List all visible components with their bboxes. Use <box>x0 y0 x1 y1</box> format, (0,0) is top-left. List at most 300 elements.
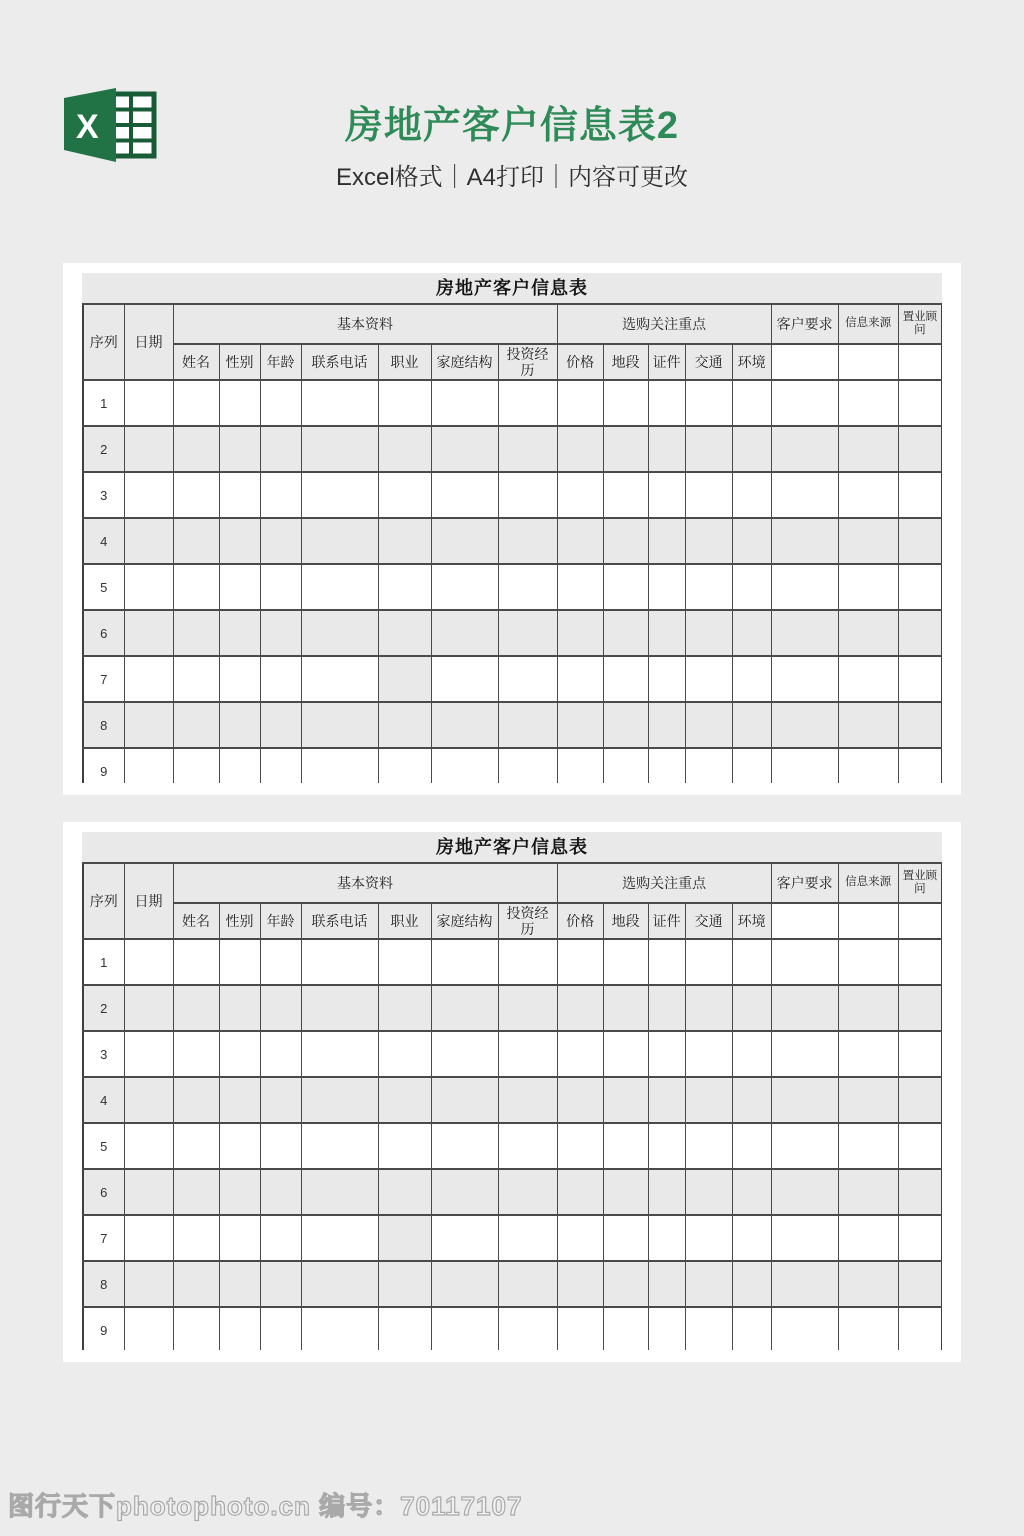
header-empty-cell <box>898 903 942 939</box>
header-empty-cell <box>898 344 942 380</box>
data-cell <box>898 426 942 472</box>
data-cell <box>173 518 219 564</box>
data-cell <box>771 426 838 472</box>
data-cell <box>378 748 431 783</box>
data-cell <box>771 702 838 748</box>
data-cell <box>378 426 431 472</box>
data-cell <box>260 1261 301 1307</box>
data-cell <box>685 380 732 426</box>
sheet-clip <box>82 862 942 1350</box>
data-cell <box>301 1123 378 1169</box>
data-cell <box>898 564 942 610</box>
data-cell <box>557 748 603 783</box>
data-cell <box>260 656 301 702</box>
data-cell <box>771 1215 838 1261</box>
row-number-cell: 3 <box>83 1031 124 1077</box>
data-cell <box>378 702 431 748</box>
table-row <box>83 564 942 610</box>
data-cell <box>124 1215 173 1261</box>
data-cell <box>898 518 942 564</box>
data-cell <box>557 702 603 748</box>
data-cell <box>685 1123 732 1169</box>
data-cell <box>685 656 732 702</box>
table-row <box>83 656 942 702</box>
data-cell <box>603 702 648 748</box>
data-cell <box>124 939 173 985</box>
data-cell <box>301 748 378 783</box>
data-cell <box>124 985 173 1031</box>
data-cell <box>898 472 942 518</box>
data-cell <box>219 656 260 702</box>
data-cell <box>557 610 603 656</box>
header-empty-cell <box>771 344 838 380</box>
data-cell <box>173 426 219 472</box>
data-cell <box>603 1261 648 1307</box>
data-cell <box>603 985 648 1031</box>
data-cell <box>431 1031 498 1077</box>
data-cell <box>685 939 732 985</box>
row-number-cell: 5 <box>83 564 124 610</box>
data-cell <box>603 1169 648 1215</box>
data-cell <box>771 1261 838 1307</box>
row-number-cell: 8 <box>83 702 124 748</box>
data-cell <box>431 939 498 985</box>
data-cell <box>685 748 732 783</box>
table-row <box>83 702 942 748</box>
row-number-cell: 6 <box>83 610 124 656</box>
data-cell <box>771 1123 838 1169</box>
data-cell <box>557 1123 603 1169</box>
header-sub-cell: 环境 <box>732 344 771 380</box>
data-cell <box>378 1077 431 1123</box>
data-cell <box>838 1169 898 1215</box>
header-sub-cell: 投资经历 <box>498 903 557 939</box>
table-row <box>83 1215 942 1261</box>
header-sub-cell: 年龄 <box>260 344 301 380</box>
data-cell <box>173 1215 219 1261</box>
data-cell <box>219 1077 260 1123</box>
header-sub-cell: 证件 <box>648 344 685 380</box>
data-cell <box>771 472 838 518</box>
data-cell <box>898 939 942 985</box>
data-cell <box>173 1031 219 1077</box>
data-cell <box>838 1261 898 1307</box>
header-sub-cell: 联系电话 <box>301 903 378 939</box>
data-cell <box>219 1169 260 1215</box>
data-cell <box>431 426 498 472</box>
data-cell <box>124 426 173 472</box>
data-cell <box>838 939 898 985</box>
data-cell <box>648 1077 685 1123</box>
data-cell <box>838 472 898 518</box>
data-cell <box>498 380 557 426</box>
data-cell <box>898 380 942 426</box>
data-cell <box>173 564 219 610</box>
data-cell <box>648 939 685 985</box>
header-sub-cell: 联系电话 <box>301 344 378 380</box>
data-cell <box>173 939 219 985</box>
data-cell <box>260 426 301 472</box>
data-cell <box>124 1261 173 1307</box>
data-cell <box>898 1031 942 1077</box>
row-number-cell: 8 <box>83 1261 124 1307</box>
data-cell <box>431 748 498 783</box>
data-cell <box>431 380 498 426</box>
data-cell <box>732 702 771 748</box>
data-cell <box>771 748 838 783</box>
data-cell <box>498 1169 557 1215</box>
data-cell <box>898 610 942 656</box>
data-cell <box>378 610 431 656</box>
table-row <box>83 610 942 656</box>
data-cell <box>732 1215 771 1261</box>
row-number-cell: 9 <box>83 748 124 783</box>
data-cell <box>301 610 378 656</box>
data-cell <box>431 564 498 610</box>
data-cell <box>378 1261 431 1307</box>
data-cell <box>732 1169 771 1215</box>
data-cell <box>732 1261 771 1307</box>
data-cell <box>838 1077 898 1123</box>
data-cell <box>771 518 838 564</box>
data-cell <box>378 1031 431 1077</box>
data-cell <box>124 518 173 564</box>
data-cell <box>685 518 732 564</box>
data-cell <box>685 1261 732 1307</box>
table-row <box>83 985 942 1031</box>
customer-info-table <box>82 862 942 1350</box>
row-number-cell: 2 <box>83 985 124 1031</box>
data-cell <box>771 1169 838 1215</box>
header-sub-cell: 性别 <box>219 903 260 939</box>
data-cell <box>378 380 431 426</box>
data-cell <box>557 656 603 702</box>
data-cell <box>732 939 771 985</box>
data-cell <box>431 1169 498 1215</box>
data-cell <box>498 1077 557 1123</box>
data-cell <box>219 426 260 472</box>
data-cell <box>173 1123 219 1169</box>
data-cell <box>898 1169 942 1215</box>
header-group-cell: 基本资料 <box>173 863 557 903</box>
data-cell <box>301 426 378 472</box>
data-cell <box>260 610 301 656</box>
data-cell <box>771 1077 838 1123</box>
header-sub-cell: 环境 <box>732 903 771 939</box>
data-cell <box>124 1169 173 1215</box>
data-cell <box>378 564 431 610</box>
data-cell <box>648 1307 685 1350</box>
data-cell <box>378 1215 431 1261</box>
data-cell <box>732 380 771 426</box>
data-cell <box>557 1307 603 1350</box>
header-sub-cell: 年龄 <box>260 903 301 939</box>
header-group-cell: 日期 <box>124 304 173 380</box>
header-sub-cell: 姓名 <box>173 903 219 939</box>
data-cell <box>260 1031 301 1077</box>
data-cell <box>260 1123 301 1169</box>
data-cell <box>124 610 173 656</box>
data-cell <box>301 1077 378 1123</box>
data-cell <box>732 1077 771 1123</box>
data-cell <box>301 985 378 1031</box>
data-cell <box>219 702 260 748</box>
data-cell <box>431 518 498 564</box>
data-cell <box>838 702 898 748</box>
data-cell <box>260 748 301 783</box>
data-cell <box>378 1307 431 1350</box>
data-cell <box>603 1215 648 1261</box>
data-cell <box>838 985 898 1031</box>
data-cell <box>771 1307 838 1350</box>
table-row <box>83 426 942 472</box>
data-cell <box>124 1123 173 1169</box>
table-row <box>83 1307 942 1350</box>
row-number-cell: 9 <box>83 1307 124 1350</box>
data-cell <box>771 1031 838 1077</box>
data-cell <box>124 380 173 426</box>
header-group-cell: 序列 <box>83 863 124 939</box>
data-cell <box>603 610 648 656</box>
data-cell <box>838 564 898 610</box>
data-cell <box>260 1215 301 1261</box>
data-cell <box>771 610 838 656</box>
data-cell <box>301 1031 378 1077</box>
data-cell <box>898 656 942 702</box>
template-preview-card-2 <box>63 822 961 1362</box>
data-cell <box>219 1307 260 1350</box>
data-cell <box>173 702 219 748</box>
data-cell <box>498 1123 557 1169</box>
header-sub-cell: 姓名 <box>173 344 219 380</box>
header-sub-cell: 地段 <box>603 344 648 380</box>
data-cell <box>771 985 838 1031</box>
data-cell <box>771 564 838 610</box>
row-number-cell: 1 <box>83 380 124 426</box>
data-cell <box>685 1031 732 1077</box>
data-cell <box>838 380 898 426</box>
data-cell <box>771 656 838 702</box>
data-cell <box>173 1261 219 1307</box>
data-cell <box>219 564 260 610</box>
data-cell <box>648 748 685 783</box>
data-cell <box>431 1077 498 1123</box>
data-cell <box>219 1215 260 1261</box>
sheet-clip <box>82 303 942 783</box>
header-sub-cell: 地段 <box>603 903 648 939</box>
data-cell <box>124 656 173 702</box>
data-cell <box>124 564 173 610</box>
data-cell <box>685 702 732 748</box>
data-cell <box>898 1123 942 1169</box>
data-cell <box>898 1077 942 1123</box>
data-cell <box>498 1031 557 1077</box>
data-cell <box>685 1215 732 1261</box>
table-row <box>83 1169 942 1215</box>
sheet-title: 房地产客户信息表 <box>82 273 942 303</box>
table-row <box>83 380 942 426</box>
watermark: 图行天下photophoto.cn 编号：70117107 <box>8 1491 523 1521</box>
data-cell <box>219 1123 260 1169</box>
data-cell <box>431 1307 498 1350</box>
data-cell <box>732 1031 771 1077</box>
data-cell <box>648 380 685 426</box>
data-cell <box>838 656 898 702</box>
header-sub-cell: 价格 <box>557 344 603 380</box>
header-empty-cell <box>838 344 898 380</box>
data-cell <box>732 1123 771 1169</box>
data-cell <box>378 656 431 702</box>
data-cell <box>603 656 648 702</box>
data-cell <box>124 702 173 748</box>
data-cell <box>498 518 557 564</box>
data-cell <box>603 1077 648 1123</box>
data-cell <box>557 1031 603 1077</box>
data-cell <box>260 1307 301 1350</box>
data-cell <box>898 748 942 783</box>
header-group-cell: 置业顾问 <box>898 863 942 903</box>
row-number-cell: 3 <box>83 472 124 518</box>
data-cell <box>173 656 219 702</box>
data-cell <box>648 1261 685 1307</box>
table-row <box>83 748 942 783</box>
data-cell <box>498 985 557 1031</box>
data-cell <box>498 1261 557 1307</box>
data-cell <box>378 1169 431 1215</box>
data-cell <box>838 1123 898 1169</box>
data-cell <box>498 1215 557 1261</box>
header-group-cell: 基本资料 <box>173 304 557 344</box>
data-cell <box>648 1169 685 1215</box>
data-cell <box>732 985 771 1031</box>
data-cell <box>498 1307 557 1350</box>
header-empty-cell <box>838 903 898 939</box>
data-cell <box>301 518 378 564</box>
header-row-fields <box>83 344 942 380</box>
data-cell <box>301 1261 378 1307</box>
data-cell <box>378 985 431 1031</box>
table-row <box>83 939 942 985</box>
data-cell <box>431 610 498 656</box>
data-cell <box>648 472 685 518</box>
data-cell <box>498 426 557 472</box>
data-cell <box>685 610 732 656</box>
data-cell <box>173 472 219 518</box>
data-cell <box>498 702 557 748</box>
data-cell <box>838 1307 898 1350</box>
header-empty-cell <box>771 903 838 939</box>
data-cell <box>603 380 648 426</box>
data-cell <box>732 564 771 610</box>
data-cell <box>301 1215 378 1261</box>
data-cell <box>838 1215 898 1261</box>
data-cell <box>685 472 732 518</box>
data-cell <box>173 610 219 656</box>
header-sub-cell: 职业 <box>378 903 431 939</box>
data-cell <box>124 472 173 518</box>
header-group-cell: 信息来源 <box>838 304 898 344</box>
row-number-cell: 4 <box>83 518 124 564</box>
data-cell <box>219 985 260 1031</box>
data-cell <box>603 748 648 783</box>
data-cell <box>498 472 557 518</box>
data-cell <box>732 1307 771 1350</box>
data-cell <box>124 748 173 783</box>
data-cell <box>732 610 771 656</box>
row-number-cell: 5 <box>83 1123 124 1169</box>
data-cell <box>732 518 771 564</box>
header-sub-cell: 家庭结构 <box>431 903 498 939</box>
data-cell <box>301 1307 378 1350</box>
row-number-cell: 7 <box>83 656 124 702</box>
header-group-cell: 选购关注重点 <box>557 863 771 903</box>
customer-info-table <box>82 303 942 783</box>
data-cell <box>557 1077 603 1123</box>
data-cell <box>557 518 603 564</box>
data-cell <box>173 380 219 426</box>
header-group-cell: 客户要求 <box>771 863 838 903</box>
data-cell <box>260 380 301 426</box>
table-row <box>83 1031 942 1077</box>
page-title: 房地产客户信息表2 <box>344 105 680 147</box>
data-cell <box>898 1307 942 1350</box>
header-group-cell: 序列 <box>83 304 124 380</box>
data-cell <box>260 564 301 610</box>
data-cell <box>124 1077 173 1123</box>
data-cell <box>378 1123 431 1169</box>
data-cell <box>557 1261 603 1307</box>
table-row <box>83 1077 942 1123</box>
data-cell <box>648 610 685 656</box>
data-cell <box>838 610 898 656</box>
data-cell <box>557 985 603 1031</box>
data-cell <box>173 1169 219 1215</box>
data-cell <box>301 702 378 748</box>
data-cell <box>219 518 260 564</box>
header-group-cell: 选购关注重点 <box>557 304 771 344</box>
row-number-cell: 4 <box>83 1077 124 1123</box>
data-cell <box>219 610 260 656</box>
row-number-cell: 2 <box>83 426 124 472</box>
header-group-cell: 客户要求 <box>771 304 838 344</box>
data-cell <box>685 985 732 1031</box>
row-number-cell: 6 <box>83 1169 124 1215</box>
header-row-groups <box>83 863 942 903</box>
header-group-cell: 日期 <box>124 863 173 939</box>
data-cell <box>557 564 603 610</box>
data-cell <box>732 748 771 783</box>
data-cell <box>557 939 603 985</box>
data-cell <box>498 656 557 702</box>
sheet-title: 房地产客户信息表 <box>82 832 942 862</box>
header-sub-cell: 交通 <box>685 903 732 939</box>
data-cell <box>219 1031 260 1077</box>
data-cell <box>732 426 771 472</box>
data-cell <box>301 380 378 426</box>
row-number-cell: 1 <box>83 939 124 985</box>
data-cell <box>648 1215 685 1261</box>
data-cell <box>557 472 603 518</box>
data-cell <box>603 518 648 564</box>
header-sub-cell: 价格 <box>557 903 603 939</box>
data-cell <box>498 748 557 783</box>
data-cell <box>732 656 771 702</box>
data-cell <box>557 426 603 472</box>
data-cell <box>173 1307 219 1350</box>
data-cell <box>124 1031 173 1077</box>
data-cell <box>260 1169 301 1215</box>
data-cell <box>685 1169 732 1215</box>
